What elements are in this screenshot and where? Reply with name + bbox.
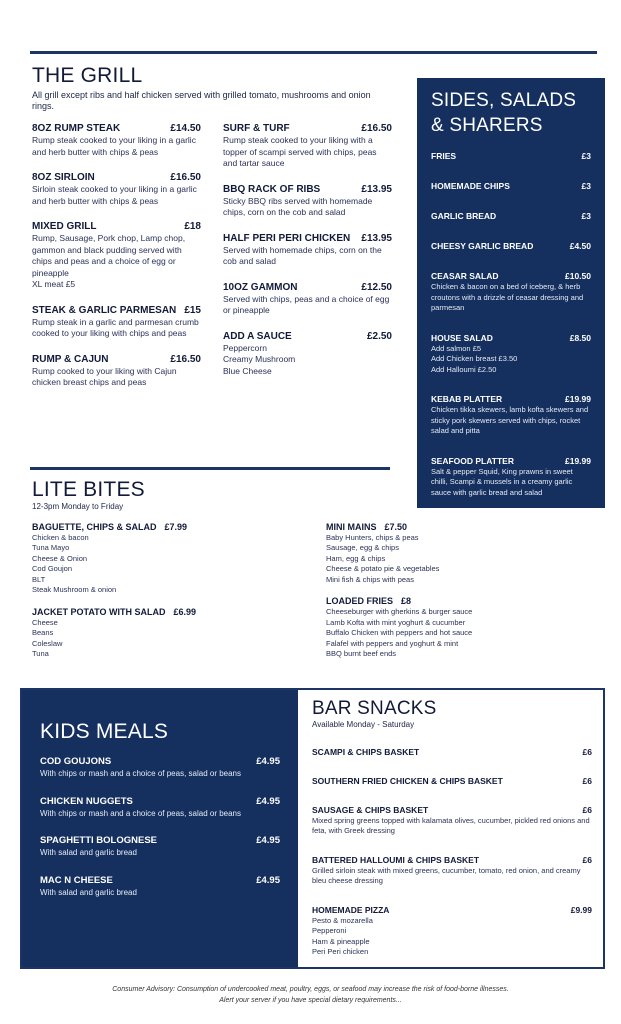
menu-item: [32, 354, 201, 389]
description-line: Served with chips, peas and a choice of egg or pineapple: [223, 293, 390, 315]
item-price: £16.50: [170, 353, 201, 365]
description-line: Mini fish & chips with peas: [326, 574, 414, 584]
menu-item-header: [431, 240, 591, 252]
item-price: £19.99: [565, 455, 591, 466]
item-price: £6: [582, 854, 592, 865]
item-price: £3: [581, 151, 591, 161]
menu-item-header: [431, 393, 591, 405]
menu-item-header: [431, 270, 591, 282]
item-price: £3: [581, 211, 591, 221]
menu-item-list: [431, 150, 591, 498]
item-name: SURF & TURF: [223, 123, 290, 134]
item-price: £6.99: [173, 606, 197, 617]
description-line: Pesto & mozarella: [312, 915, 373, 925]
description-line: With chips or mash and a choice of peas, salad or beans: [40, 769, 241, 778]
description-line: Rump steak cooked to your liking with a topper of scampi served with chips, peas and tartar sauce: [223, 135, 377, 168]
item-name: SOUTHERN FRIED CHICKEN & CHIPS BASKET: [312, 775, 503, 786]
menu-item: [431, 180, 591, 192]
item-description: [326, 533, 586, 586]
item-description: [223, 343, 392, 378]
item-name: STEAK & GARLIC PARMESAN: [32, 304, 177, 316]
menu-item-header: [32, 172, 201, 184]
menu-item: [40, 756, 280, 780]
item-name: JACKET POTATO WITH SALAD: [32, 606, 166, 617]
item-name: SPAGHETTI BOLOGNESE: [40, 835, 158, 846]
grill-title: THE GRILL: [32, 64, 143, 87]
item-description: [32, 366, 201, 389]
menu-item-header: [326, 595, 586, 607]
item-description: [40, 847, 280, 859]
item-price: £14.50: [170, 123, 201, 134]
item-description: [32, 533, 326, 596]
item-name: RUMP & CAJUN: [32, 353, 109, 365]
item-name: LOADED FRIES: [326, 596, 394, 606]
item-description: [223, 245, 392, 268]
item-description: [32, 135, 201, 158]
description-line: Salt & pepper Squid, King prawns in sweet chilli, Scampi & mussels in a creamy garlic sauce with garlic bread and salad: [431, 466, 573, 497]
item-name: SEAFOOD PLATTER: [431, 455, 514, 466]
item-name: SCAMPI & CHIPS BASKET: [312, 746, 420, 757]
bar-snacks-title: BAR SNACKS: [312, 698, 437, 719]
menu-item: [32, 172, 201, 207]
item-description: [312, 916, 592, 958]
item-name: CHEESY GARLIC BREAD: [431, 241, 534, 251]
item-price: £4.50: [569, 241, 591, 251]
lite-bites-subtitle: 12-3pm Monday to Friday: [32, 502, 124, 511]
item-description: [223, 135, 392, 170]
menu-item: [326, 521, 586, 586]
description-line: Sticky BBQ ribs served with homemade chips, corn on the cob and salad: [223, 195, 373, 217]
description-line: Cheese & potato pie & vegetables: [326, 564, 440, 573]
grill-section: [32, 64, 392, 389]
menu-item-header: [312, 904, 592, 916]
description-line: Peri Peri chicken: [312, 947, 369, 956]
description-line: Served with homemade chips, corn on the cob and salad: [223, 244, 382, 266]
item-description: [32, 618, 326, 660]
description-line: Coleslaw: [32, 638, 63, 648]
menu-item-header: [40, 796, 280, 808]
description-line: Cheese: [32, 617, 58, 627]
description-line: Ham, egg & chips: [326, 553, 386, 563]
menu-item: [312, 746, 592, 758]
item-price: £8.50: [569, 332, 591, 343]
item-price: £19.99: [565, 394, 591, 404]
description-line: Steak Mushroom & onion: [32, 585, 117, 594]
description-line: Cheese & Onion: [32, 553, 88, 563]
item-price: £4.95: [256, 874, 280, 886]
description-line: Falafel with peppers and yoghurt & mint: [326, 638, 459, 648]
item-name: GARLIC BREAD: [431, 211, 497, 221]
menu-item-header: [223, 233, 392, 245]
item-description: [32, 233, 201, 291]
item-name: BAGUETTE, CHIPS & SALAD: [32, 521, 157, 532]
menu-item-header: [40, 835, 280, 847]
description-line: Mixed spring greens topped with kalamata olives, cucumber, pickled red onions and feta, with Greek dressing: [312, 815, 590, 835]
item-price: £13.95: [361, 183, 392, 195]
item-name: MINI MAINS: [326, 521, 377, 532]
bar-snacks-panel: [312, 698, 592, 958]
menu-item-header: [312, 746, 592, 758]
item-price: £18: [184, 221, 201, 232]
item-description: [431, 282, 591, 314]
item-price: £4.95: [256, 835, 280, 846]
item-name: HOMEMADE PIZZA: [312, 904, 390, 915]
item-price: £4.95: [256, 756, 280, 767]
menu-item: [32, 221, 201, 291]
menu-item: [223, 233, 392, 268]
item-name: COD GOUJONS: [40, 756, 112, 767]
description-line: Ham & pineapple: [312, 936, 370, 946]
item-name: HOUSE SALAD: [431, 332, 493, 343]
menu-item-header: [32, 305, 201, 317]
menu-item-header: [223, 123, 392, 135]
menu-item-header: [32, 521, 326, 533]
menu-item-header: [431, 210, 591, 222]
description-line: XL meat £5: [32, 279, 76, 289]
menu-item-list: [40, 756, 280, 898]
description-line: Chicken & bacon on a bed of iceberg, & herb croutons with a drizzle of ceasar dressing and parmesan: [431, 282, 584, 312]
description-line: Sausage, egg & chips: [326, 543, 399, 552]
menu-item-header: [312, 804, 592, 816]
kids-meals-panel: [22, 690, 298, 967]
menu-item-list: [32, 109, 201, 389]
description-line: Add Halloumi £2.50: [431, 364, 497, 374]
item-name: MAC N CHEESE: [40, 874, 113, 886]
item-name: CHICKEN NUGGETS: [40, 795, 133, 807]
description-line: Buffalo Chicken with peppers and hot sauce: [326, 628, 473, 637]
description-line: BLT: [32, 574, 46, 584]
menu-item-header: [431, 150, 591, 162]
menu-item: [40, 835, 280, 859]
description-line: Chicken & bacon: [32, 532, 89, 542]
description-line: Rump steak cooked to your liking in a garlic and herb butter with chips & peas: [32, 135, 196, 157]
menu-item: [312, 904, 592, 958]
description-line: Add salmon £5: [431, 343, 482, 353]
item-price: £13.95: [361, 232, 392, 244]
top-rule: [30, 51, 597, 54]
item-description: [32, 184, 201, 207]
description-line: Grilled sirloin steak with mixed greens, cucumber, tomato, red onion, and creamy bleu cheese dressing: [312, 865, 581, 885]
menu-item-header: [312, 775, 592, 787]
item-description: [223, 196, 392, 219]
item-name: FRIES: [431, 151, 457, 161]
description-line: Cod Goujon: [32, 564, 73, 573]
item-price: £8: [401, 596, 412, 606]
description-line: Sirloin steak cooked to your liking in a garlic and herb butter with chips & peas: [32, 184, 197, 206]
item-name: BBQ RACK OF RIBS: [223, 183, 321, 195]
menu-item: [312, 854, 592, 887]
menu-item-header: [431, 180, 591, 192]
item-price: £6: [582, 746, 592, 757]
menu-item: [32, 606, 326, 660]
menu-item: [223, 282, 392, 317]
item-name: BATTERED HALLOUMI & CHIPS BASKET: [312, 854, 480, 865]
item-price: £16.50: [361, 123, 392, 134]
description-line: Tuna: [32, 649, 49, 658]
item-description: [40, 768, 280, 780]
description-line: Tuna Mayo: [32, 543, 70, 552]
menu-item-header: [223, 184, 392, 196]
menu-item-header: [40, 756, 280, 768]
item-price: £15: [184, 304, 201, 316]
item-description: [312, 816, 592, 837]
menu-item-header: [32, 123, 201, 135]
description-line: Cheeseburger with gherkins & burger sauce: [326, 607, 473, 616]
item-price: £6: [582, 804, 592, 815]
menu-item-header: [40, 875, 280, 887]
item-name: HOMEMADE CHIPS: [431, 181, 510, 191]
menu-item-header: [32, 221, 201, 233]
item-name: CEASAR SALAD: [431, 271, 499, 281]
item-price: £6: [582, 775, 592, 786]
menu-item: [40, 796, 280, 820]
description-line: Peppercorn: [223, 342, 267, 353]
item-name: KEBAB PLATTER: [431, 394, 503, 404]
dietary-line: Alert your server if you have special dietary requirements...: [219, 997, 402, 1004]
bar-snacks-subtitle: Available Monday - Saturday: [312, 720, 415, 729]
grill-subtitle: All grill except ribs and half chicken served with grilled tomato, mushrooms and onion rings.: [32, 90, 371, 111]
menu-item-header: [431, 455, 591, 467]
menu-item: [32, 123, 201, 158]
item-description: [326, 607, 586, 660]
menu-item-list: [32, 511, 326, 660]
item-price: £3: [581, 181, 591, 191]
menu-item: [223, 123, 392, 170]
item-description: [312, 866, 592, 887]
menu-item-list: [326, 511, 586, 660]
item-description: [32, 317, 201, 340]
menu-item-list: [223, 109, 392, 389]
item-name: MIXED GRILL: [32, 221, 97, 232]
description-line: Lamb Kofta with mint yoghurt & cucumber: [326, 617, 466, 627]
menu-item-header: [32, 354, 201, 366]
item-price: £2.50: [366, 330, 392, 342]
description-line: Rump steak in a garlic and parmesan crumb cooked to your liking with chips and peas: [32, 316, 199, 338]
description-line: Baby Hunters, chips & peas: [326, 532, 419, 542]
lite-bites-section: [32, 478, 592, 660]
item-name: 10OZ GAMMON: [223, 281, 298, 293]
item-description: [431, 405, 591, 437]
item-price: £4.95: [256, 795, 280, 807]
menu-item: [431, 210, 591, 222]
sides-panel: [417, 78, 605, 508]
menu-item-header: [431, 332, 591, 344]
description-line: Rump cooked to your liking with Cajun chicken breast chips and peas: [32, 365, 177, 387]
item-price: £16.50: [170, 172, 201, 183]
item-description: [223, 294, 392, 317]
menu-item: [223, 184, 392, 219]
item-price: £7.99: [164, 521, 188, 532]
menu-item: [223, 331, 392, 378]
menu-item-list: [312, 746, 592, 958]
lite-bites-title: LITE BITES: [32, 478, 145, 501]
description-line: Chicken tikka skewers, lamb kofta skewers and sticky pork skewers served with chips, rocket salad and pitta: [431, 405, 589, 435]
menu-item: [32, 305, 201, 340]
grill-divider: [30, 467, 390, 470]
sides-title: SIDES, SALADS & SHARERS: [431, 90, 577, 136]
menu-item: [431, 240, 591, 252]
kids-meals-title: KIDS MEALS: [40, 720, 169, 743]
description-line: Beans: [32, 628, 54, 637]
item-description: [431, 344, 591, 376]
item-price: £7.50: [384, 521, 408, 532]
menu-item-header: [326, 521, 586, 533]
menu-item-header: [32, 606, 326, 618]
menu-item: [431, 332, 591, 376]
menu-item-header: [312, 854, 592, 866]
description-line: With chips or mash and a choice of peas, salad or beans: [40, 808, 241, 818]
item-description: [40, 887, 280, 899]
menu-item: [431, 270, 591, 314]
item-name: 8OZ RUMP STEAK: [32, 123, 121, 134]
item-price: £10.50: [565, 271, 591, 281]
description-line: With salad and garlic bread: [40, 887, 137, 897]
item-name: ADD A SAUCE: [223, 330, 292, 342]
item-price: £9.99: [570, 904, 592, 915]
menu-item: [40, 875, 280, 899]
description-line: With salad and garlic bread: [40, 848, 137, 857]
description-line: Rump, Sausage, Pork chop, Lamp chop, gammon and black pudding served with chips and peas and a choice of egg or pineapple: [32, 233, 186, 278]
item-price: £12.50: [361, 281, 392, 293]
menu-item: [312, 775, 592, 787]
bottom-panel: [20, 688, 605, 969]
description-line: Add Chicken breast £3.50: [431, 354, 518, 363]
advisory-line: Consumer Advisory: Consumption of undercooked meat, poultry, eggs, or seafood may increase the risk of food-borne illnesses.: [112, 986, 509, 993]
menu-item-header: [223, 331, 392, 343]
menu-item: [326, 595, 586, 660]
item-name: 8OZ SIRLOIN: [32, 172, 95, 183]
description-line: BBQ burnt beef ends: [326, 649, 397, 658]
description-line: Blue Cheese: [223, 365, 272, 376]
menu-item: [312, 804, 592, 837]
description-line: Pepperoni: [312, 926, 347, 935]
menu-item-header: [223, 282, 392, 294]
menu-item: [431, 150, 591, 162]
menu-item: [431, 393, 591, 437]
description-line: Creamy Mushroom: [223, 354, 296, 364]
item-name: HALF PERI PERI CHICKEN: [223, 232, 351, 244]
consumer-advisory: [0, 984, 621, 1006]
menu-item: [32, 521, 326, 596]
item-description: [40, 808, 280, 820]
item-name: SAUSAGE & CHIPS BASKET: [312, 804, 429, 815]
